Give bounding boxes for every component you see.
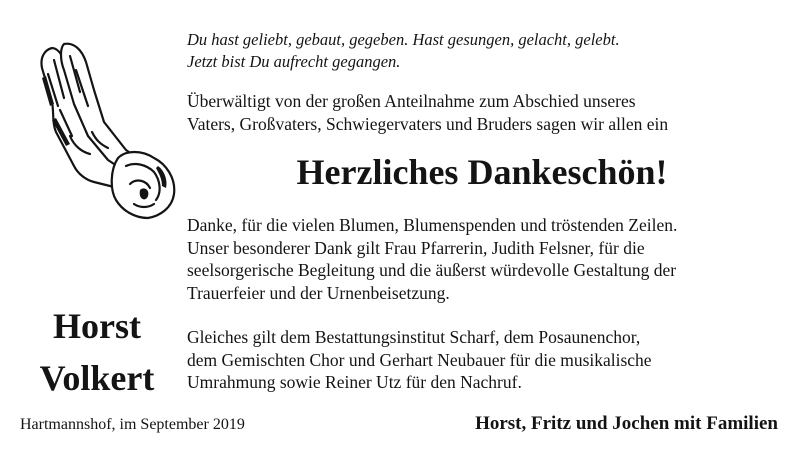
intro-line: Vaters, Großvaters, Schwiegervaters und Bruders sagen wir allen ein [187,113,669,134]
thanks-line: Unser besonderer Dank gilt Frau Pfarrerin, Judith Felsner, für die [187,237,645,258]
also-paragraph [187,326,787,394]
also-line: dem Gemischten Chor und Gerhart Neubauer für die musikalische [187,349,652,370]
also-line: Gleiches gilt dem Bestattungsinstitut Scharf, dem Posaunenchor, [187,327,641,347]
also-line: Umrahmung sowie Reiner Utz für den Nachruf. [187,372,522,393]
thanks-line: Trauerfeier und der Urnenbeisetzung. [187,282,450,303]
praying-hands-icon [30,40,180,230]
thanks-line: seelsorgerische Begleitung und die äußerst würdevolle Gestaltung der [187,260,677,281]
intro-line: Überwältigt von der großen Anteilnahme zum Abschied unseres [187,91,636,111]
poem-line: Jetzt bist Du aufrecht gegangen. [187,52,401,71]
thanks-line: Danke, für die vielen Blumen, Blumenspenden und tröstenden Zeilen. [187,215,678,235]
deceased-first-name: Horst [53,306,141,346]
poem-line: Du hast geliebt, gebaut, gegeben. Hast gesungen, gelacht, gelebt. [187,30,620,49]
intro-paragraph [187,90,787,135]
memorial-poem [187,29,787,73]
thanks-paragraph [187,214,787,304]
place-date: Hartmannshof, im September 2019 [20,416,245,433]
headline: Herzliches Dankeschön! [296,152,668,192]
deceased-last-name: Volkert [39,358,155,398]
signature: Horst, Fritz und Jochen mit Familien [475,413,778,434]
